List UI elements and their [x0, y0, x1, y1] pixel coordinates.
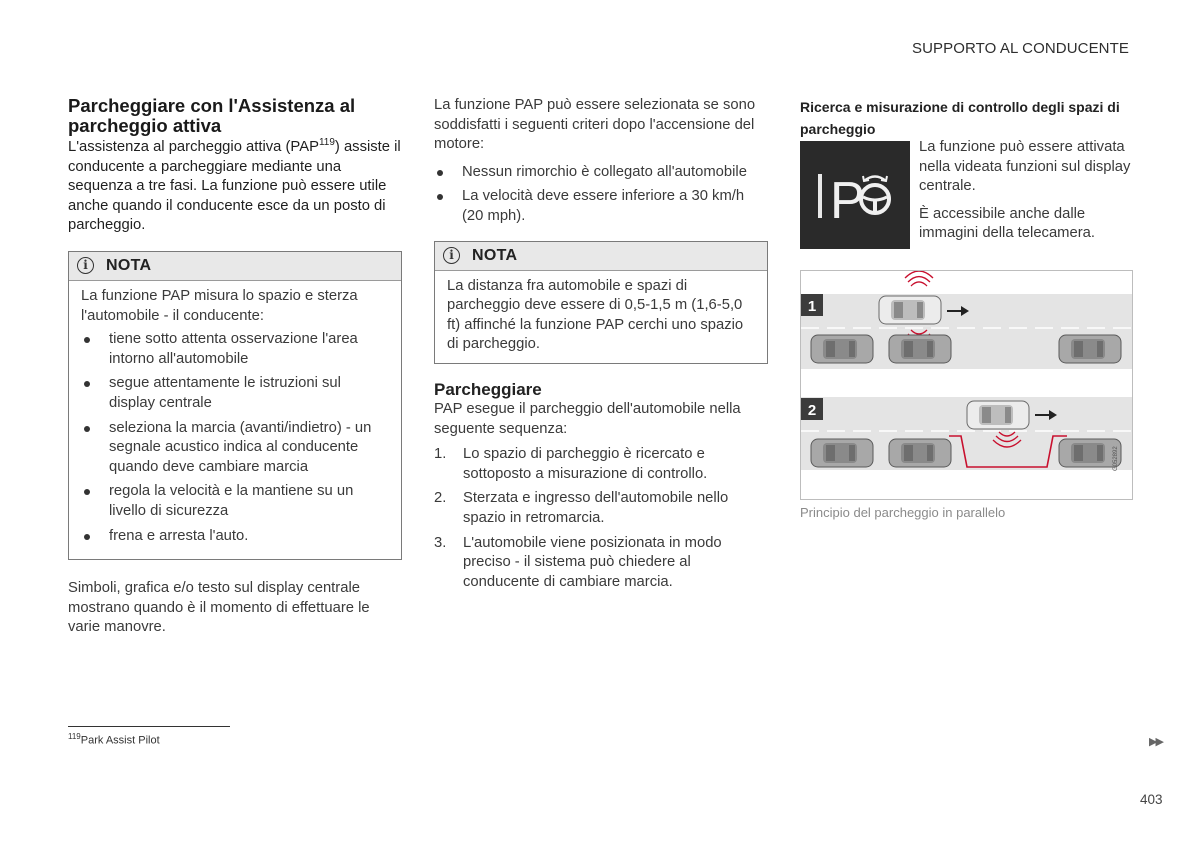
note-body: [435, 271, 767, 363]
diagram-graphic: [801, 271, 1132, 499]
criteria-list: [434, 163, 768, 227]
intro-paragraph: [68, 138, 402, 236]
criteria-item: La velocità deve essere inferiore a 30 km/h (20 mph).: [434, 187, 768, 226]
step-text: Sterzata e ingresso dell'automobile nello spazio in retromarcia.: [463, 490, 729, 526]
note-title: NOTA: [472, 246, 518, 264]
criteria-item: Nessun rimorchio è collegato all'automobile: [434, 163, 768, 183]
step-item: [434, 534, 768, 593]
double-arrow-right-icon[interactable]: ▶▶: [1149, 736, 1162, 748]
footnote-divider: [68, 726, 230, 727]
note-list: [81, 330, 389, 546]
closing-paragraph: Simboli, grafica e/o testo sul display centrale mostrano quando è il momento di effettuare le varie manovre.: [68, 580, 370, 636]
step-number: 3.: [434, 534, 447, 551]
park-assist-pilot-icon-graphic: [800, 141, 910, 249]
note-list-item: seleziona la marcia (avanti/indietro) - un segnale acustico indica al conducente quando deve cambiare marcia: [81, 419, 389, 478]
note-header: [435, 242, 767, 271]
note-header: [69, 252, 401, 281]
intro-text-a: L'assistenza al parcheggio attiva (PAP: [68, 139, 319, 155]
icon-letter: P: [830, 172, 865, 230]
footnote: [68, 732, 160, 747]
figure-code: G052892: [1113, 446, 1119, 471]
section-heading: Ricerca e misurazione di controllo degli spazi di parcheggio: [800, 99, 1120, 137]
steps-list: [434, 445, 768, 592]
column-left: [68, 96, 402, 646]
note-list-item: segue attentamente le istruzioni sul display centrale: [81, 374, 389, 413]
step-number: 2.: [434, 490, 447, 507]
icon-description-text: La funzione può essere attivata nella videata funzioni sul display centrale.: [919, 139, 1131, 195]
note-text: La distanza fra automobile e spazi di parcheggio deve essere di 0,5-1,5 m (1,6-5,0 ft) affinché la funzione PAP cerchi uno spazio di parcheggio.: [447, 277, 744, 353]
note-body: [69, 281, 401, 559]
scene-label-2: 2: [807, 402, 817, 419]
scene-label-1: 1: [807, 298, 817, 315]
step-item: [434, 489, 768, 528]
sequence-lead: PAP esegue il parcheggio dell'automobile nella seguente sequenza:: [434, 400, 741, 437]
info-icon: i: [77, 257, 94, 274]
parallel-parking-diagram: [800, 270, 1133, 500]
column-right: [800, 96, 1134, 140]
note-list-item: regola la velocità e la mantiene su un livello di sicurezza: [81, 482, 389, 521]
info-icon: i: [443, 247, 460, 264]
park-assist-pilot-icon: [800, 141, 910, 249]
page-title: Parcheggiare con l'Assistenza al parcheggio attiva: [68, 95, 356, 136]
section-title: Parcheggiare: [434, 379, 542, 399]
page-number: 403: [1140, 792, 1163, 807]
note-list-item: tiene sotto attenta osservazione l'area intorno all'automobile: [81, 330, 389, 369]
camera-description-text: È accessibile anche dalle immagini della telecamera.: [919, 205, 1095, 242]
note-box: [68, 251, 402, 560]
icon-description: [919, 138, 1134, 252]
step-text: L'automobile viene posizionata in modo preciso - il sistema può chiedere al conducente di cambiare marcia.: [463, 534, 722, 590]
section-header: SUPPORTO AL CONDUCENTE: [912, 40, 1129, 57]
step-number: 1.: [434, 446, 447, 463]
note-title: NOTA: [106, 257, 152, 275]
step-text: Lo spazio di parcheggio è ricercato e sottoposto a misurazione di controllo.: [463, 446, 708, 482]
step-item: [434, 445, 768, 484]
footnote-number: 119: [68, 732, 81, 741]
note-box: [434, 241, 768, 364]
note-lead: La funzione PAP misura lo spazio e sterza l'automobile - il conducente:: [81, 287, 358, 324]
intro-text-b: ) assiste il conducente a parcheggiare mediante una sequenza a tre fasi. La funzione può essere utile anche quando il conducente esce da un posto di parcheggio.: [68, 139, 401, 234]
figure-caption: Principio del parcheggio in parallelo: [800, 505, 1006, 520]
note-list-item: frena e arresta l'auto.: [81, 527, 389, 547]
footnote-text: Park Assist Pilot: [80, 734, 160, 747]
column-middle: [434, 96, 768, 597]
criteria-lead: La funzione PAP può essere selezionata se sono soddisfatti i seguenti criteri dopo l'accensione del motore:: [434, 97, 756, 153]
footnote-ref: 119: [318, 137, 335, 149]
